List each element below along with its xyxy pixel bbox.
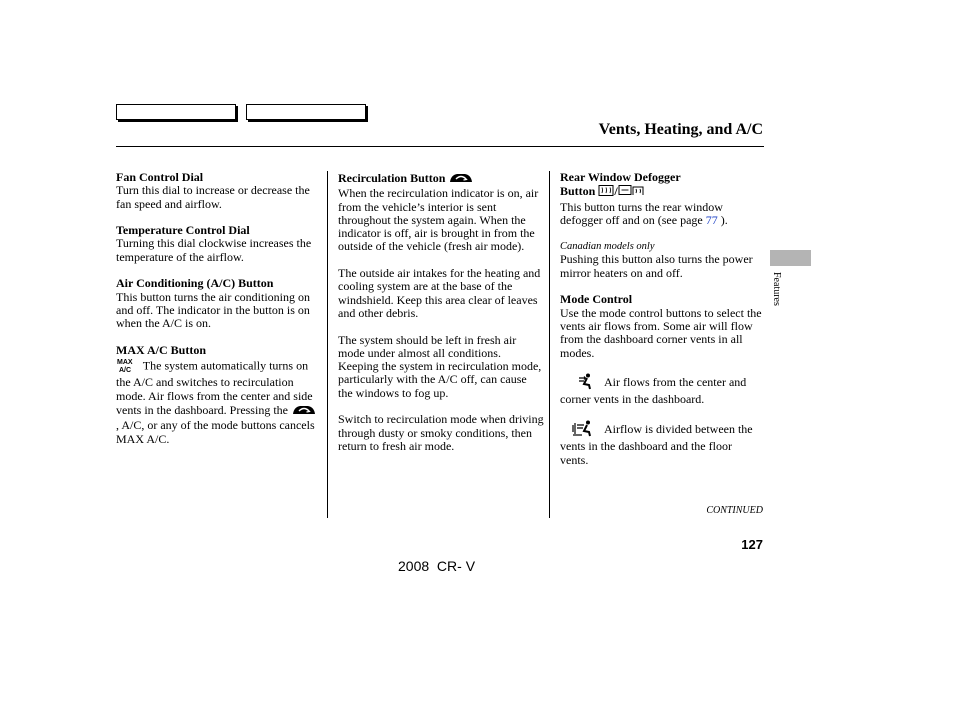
continued-label: CONTINUED (706, 505, 763, 516)
mode-control-section (560, 293, 763, 359)
fan-control-section (116, 171, 322, 211)
max-ac-section (116, 344, 322, 446)
canadian-models-text: Pushing this button also turns the power mirror heaters on and off. (560, 252, 753, 280)
page-title: Vents, Heating, and A/C (598, 121, 763, 138)
model-footer: 2008 CR- V (398, 558, 476, 574)
fan-control-text: Turn this dial to increase or decrease the fan speed and airflow. (116, 183, 310, 211)
outside-air-intake-text: The outside air intakes for the heating and cooling system are at the base of the windshield. Keep this area clear of leaves and other debris. (338, 266, 541, 320)
fresh-air-mode-text: The system should be left in fresh air mode under almost all conditions. Keeping the system in recirculation mode, particularly with the A/C off, can cause the windows to fog up. (338, 332, 542, 400)
nav-tab-2[interactable] (246, 104, 366, 120)
ac-button-section (116, 277, 322, 330)
column-divider-1 (327, 171, 328, 518)
temperature-control-section (116, 224, 322, 264)
max-ac-heading: MAX A/C Button (116, 342, 207, 357)
rear-defogger-text: This button turns the rear window defogger off and on (see page 77 ). (560, 199, 728, 227)
ac-button-text: This button turns the air conditioning on and off. The indicator in the button is on when the A/C is on. (116, 289, 310, 331)
bi-level-vent-icon (572, 420, 596, 440)
column-2 (338, 171, 544, 467)
column-3 (560, 171, 763, 480)
ac-button-heading: Air Conditioning (A/C) Button (116, 276, 274, 291)
page-number: 127 (741, 537, 763, 552)
rear-defogger-section (560, 171, 763, 227)
recirculation-button-icon (448, 171, 474, 187)
temperature-control-heading: Temperature Control Dial (116, 223, 250, 238)
recirculation-section (338, 171, 544, 254)
title-rule (116, 146, 764, 147)
max-ac-icon (116, 357, 140, 376)
page-reference-link[interactable]: 77 (705, 212, 718, 227)
mode-control-heading: Mode Control (560, 292, 633, 307)
recirculation-text: When the recirculation indicator is on, air from the vehicle’s interior is sent throughout the system again. When the indicator is off, air is brought in from the outside of the vehicle (fresh air mode). (338, 186, 539, 254)
section-tab[interactable] (770, 250, 811, 266)
recirculation-heading: Recirculation Button (338, 171, 544, 187)
rear-defogger-heading-line-2: Button / (560, 184, 763, 200)
column-divider-2 (549, 171, 550, 518)
bi-level-vent-mode: Airflow is divided between the vents in the dashboard and the floor vents. (560, 421, 753, 467)
fan-control-heading: Fan Control Dial (116, 170, 204, 184)
rear-defogger-heading-line-1: Rear Window Defogger (560, 170, 681, 184)
mode-control-text: Use the mode control buttons to select the vents air flows from. Some air will flow from the dashboard corner vents in all modes. (560, 305, 762, 360)
svg-text:A/C: A/C (119, 367, 132, 374)
dashboard-vent-mode: Air flows from the center and corner vents in the dashboard. (560, 375, 747, 407)
dashboard-vent-icon (578, 373, 596, 393)
section-label: Features (771, 272, 782, 306)
temperature-control-text: Turning this dial clockwise increases the temperature of the airflow. (116, 236, 312, 264)
rear-defogger-icon (598, 184, 614, 200)
slash: / (614, 184, 618, 199)
switch-recirculation-text: Switch to recirculation mode when driving through dusty or smoky conditions, then return to fresh air mode. (338, 412, 544, 453)
canadian-models-note: Canadian models only (560, 241, 655, 253)
mirror-heater-icon (618, 184, 648, 200)
max-ac-text: MAX A/C The system automatically turns on the A/C and switches to recirculation mode. Air flows from the center and side vents in the dashboard. Pressing the , A/C, or any of the mode buttons cancels MAX A/C. (116, 357, 322, 446)
column-1 (116, 171, 322, 459)
nav-tab-1[interactable] (116, 104, 236, 120)
recirculation-icon (291, 403, 317, 419)
svg-text:MAX: MAX (117, 359, 133, 367)
